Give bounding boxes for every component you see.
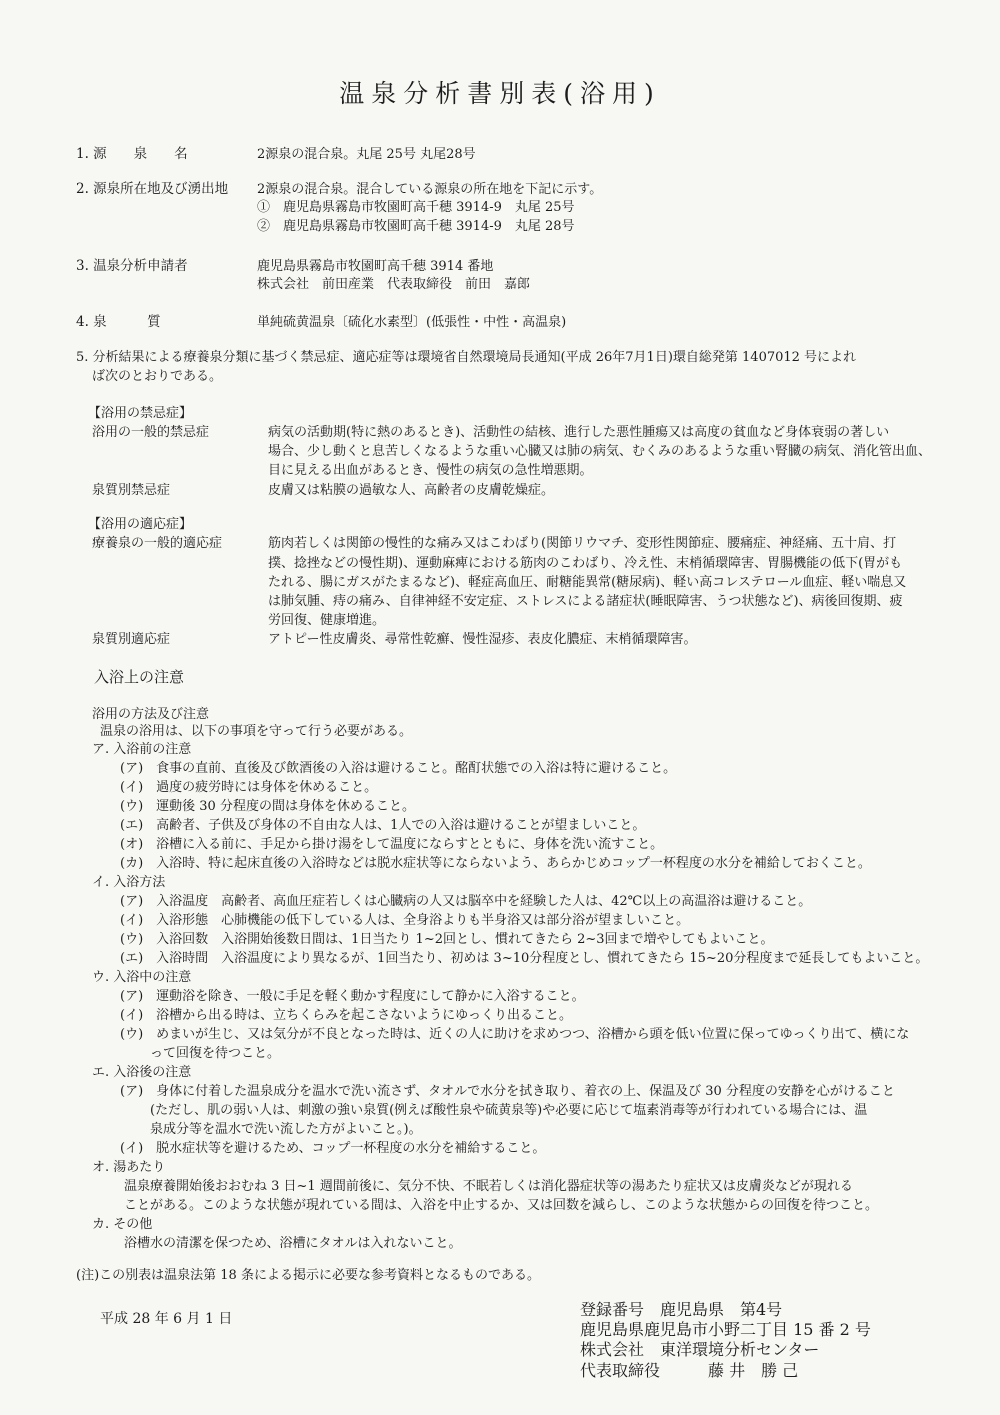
indic-general-label: 療養泉の一般的適応症 [92,536,223,551]
bath-method-item: (エ) 入浴時間 入浴温度により異なるが、1回当たり、初めは 3~10分程度とし、慣れてきたら 15~20分程度まで延長してもよいこと。 [120,951,929,966]
yuatari-line-2: ことがある。このような状態が現れている間は、入浴を中止するか、又は回数を減らし、このような状態からの回復を待つこと。 [124,1198,879,1213]
lab-representative: 代表取締役 藤 井 勝 己 [580,1361,799,1380]
during-bath-item-cont: って回復を待つこと。 [150,1046,281,1061]
item-5-line-1: 5. 分析結果による療養泉分類に基づく禁忌症、適応症等は環境省自然環境局長通知(平成 26年7月1日)環自総発第 1407012 号によれ [76,350,857,365]
indic-general-line-5: 労回復、健康増進。 [268,613,386,628]
during-bath-item: (イ) 浴槽から出る時は、立ちくらみを起こさないようにゆっくり出ること。 [120,1008,573,1023]
other-line-1: 浴槽水の清潔を保つため、浴槽にタオルは入れないこと。 [124,1236,462,1251]
yuatari-title: オ. 湯あたり [92,1160,166,1175]
footnote: (注)この別表は温泉法第 18 条による掲示に必要な参考資料となるものである。 [76,1268,540,1283]
item-4-value: 単純硫黄温泉〔硫化水素型〕(低張性・中性・高温泉) [257,315,567,330]
after-bath-item-a-3: 泉成分等を温水で洗い流した方がよいこと。)。 [150,1122,422,1137]
other-title: カ. その他 [92,1217,153,1232]
contra-general-line-2: 場合、少し動くと息苦しくなるような重い心臓又は肺の病気、むくみのあるような重い腎臓の病気、消化管出血、 [268,444,932,459]
indic-general-line-4: は肺気腫、痔の痛み、自律神経不安定症、ストレスによる諸症状(睡眠障害、うつ状態など)、病後回復期、疲 [268,594,903,609]
before-bath-item: (ア) 食事の直前、直後及び飲酒後の入浴は避けること。酩酊状態での入浴は特に避けること。 [120,761,677,776]
contra-heading: 【浴用の禁忌症】 [88,406,193,421]
during-bath-item: (ア) 運動浴を除き、一般に手足を軽く動かす程度にして静かに入浴すること。 [120,989,585,1004]
item-3-label: 3. 温泉分析申請者 [76,258,188,274]
item-1-value: 2源泉の混合泉。丸尾 25号 丸尾28号 [257,147,476,162]
indic-spring-text: アトピー性皮膚炎、尋常性乾癬、慢性湿疹、表皮化膿症、末梢循環障害。 [268,632,697,647]
after-bath-item-a-2: (ただし、肌の弱い人は、刺激の強い泉質(例えば酸性泉や硫黄泉等)や必要に応じて塩素消毒等が行われている場合には、温 [150,1103,868,1118]
bathing-method-label: 浴用の方法及び注意 [92,707,210,722]
before-bath-item: (ウ) 運動後 30 分程度の間は身体を休めること。 [120,799,415,814]
contra-general-line-1: 病気の活動期(特に熱のあるとき)、活動性の結核、進行した悪性腫瘍又は高度の貧血など身体衰弱の著しい [268,425,890,440]
during-bath-title: ウ. 入浴中の注意 [92,970,192,985]
registration-number: 登録番号 鹿児島県 第4号 [580,1300,783,1319]
item-2-label: 2. 源泉所在地及び湧出地 [76,181,229,197]
item-2-value: 2源泉の混合泉。混合している源泉の所在地を下記に示す。 [257,182,603,197]
indic-general-line-1: 筋肉若しくは関節の慢性的な痛み又はこわばり(関節リウマチ、変形性関節症、腰痛症、神経痛、五十肩、打 [268,536,897,551]
contra-general-label: 浴用の一般的禁忌症 [92,425,210,440]
yuatari-line-1: 温泉療養開始後おおむね 3 日~1 週間前後に、気分不快、不眠若しくは消化器症状等の湯あたり症状又は皮膚炎などが現れる [124,1179,853,1194]
bath-method-item: (イ) 入浴形態 心肺機能の低下している人は、全身浴よりも半身浴又は部分浴が望ましいこと。 [120,913,690,928]
item-2-source-2: ② 鹿児島県霧島市牧園町高千穂 3914-9 丸尾 28号 [257,219,575,234]
issue-date: 平成 28 年 6 月 1 日 [100,1311,233,1327]
item-3-address: 鹿児島県霧島市牧園町高千穂 3914 番地 [257,259,494,274]
document-title: 温泉分析書別表(浴用) [339,79,661,108]
contra-general-line-3: 目に見える出血があるとき、慢性の病気の急性増悪期。 [268,463,593,478]
bath-method-item: (ア) 入浴温度 高齢者、高血圧症若しくは心臓病の人又は脳卒中を経験した人は、42℃以上の高温浴は避けること。 [120,894,812,909]
bathing-intro: 温泉の浴用は、以下の事項を守って行う必要がある。 [100,724,413,739]
item-2-source-1: ① 鹿児島県霧島市牧園町高千穂 3914-9 丸尾 25号 [257,200,575,215]
lab-company: 株式会社 東洋環境分析センター [580,1340,820,1359]
after-bath-item-b: (イ) 脱水症状等を避けるため、コップ一杯程度の水分を補給すること。 [120,1141,546,1156]
before-bath-item: (イ) 過度の疲労時には身体を休めること。 [120,780,378,795]
bathing-heading: 入浴上の注意 [94,668,185,686]
after-bath-item-a-1: (ア) 身体に付着した温泉成分を温水で洗い流さず、タオルで水分を拭き取り、着衣の上、保温及び 30 分程度の安静を心がけること [120,1084,895,1099]
lab-address: 鹿児島県鹿児島市小野二丁目 15 番 2 号 [580,1320,871,1339]
bath-method-item: (ウ) 入浴回数 入浴開始後数日間は、1日当たり 1~2回とし、慣れてきたら 2~3回まで増やしてもよいこと。 [120,932,774,947]
item-1-label: 1. 源 泉 名 [76,146,188,162]
item-5-line-2: ば次のとおりである。 [92,369,223,384]
before-bath-title: ア. 入浴前の注意 [92,742,192,757]
indic-general-line-2: 撲、捻挫などの慢性期)、運動麻痺における筋肉のこわばり、冷え性、末梢循環障害、胃腸機能の低下(胃がも [268,556,903,571]
bath-method-title: イ. 入浴方法 [92,875,166,890]
before-bath-item: (オ) 浴槽に入る前に、手足から掛け湯をして温度にならすとともに、身体を洗い流すこと。 [120,837,664,852]
before-bath-item: (カ) 入浴時、特に起床直後の入浴時などは脱水症状等にならないよう、あらかじめコップ一杯程度の水分を補給しておくこと。 [120,856,871,871]
indic-heading: 【浴用の適応症】 [88,517,193,532]
indic-general-line-3: たれる、腸にガスがたまるなど)、軽症高血圧、耐糖能異常(糖尿病)、軽い高コレステロール血症、軽い喘息又 [268,575,907,590]
indic-spring-label: 泉質別適応症 [92,632,171,647]
after-bath-title: エ. 入浴後の注意 [92,1065,192,1080]
item-4-label: 4. 泉 質 [76,314,161,330]
during-bath-item: (ウ) めまいが生じ、又は気分が不良となった時は、近くの人に助けを求めつつ、浴槽から頭を低い位置に保ってゆっくり出て、横にな [120,1027,910,1042]
item-3-applicant: 株式会社 前田産業 代表取締役 前田 嘉郎 [257,277,531,292]
contra-spring-label: 泉質別禁忌症 [92,483,171,498]
contra-spring-text: 皮膚又は粘膜の過敏な人、高齢者の皮膚乾燥症。 [268,483,555,498]
before-bath-item: (エ) 高齢者、子供及び身体の不自由な人は、1人での入浴は避けることが望ましいこと。 [120,818,646,833]
